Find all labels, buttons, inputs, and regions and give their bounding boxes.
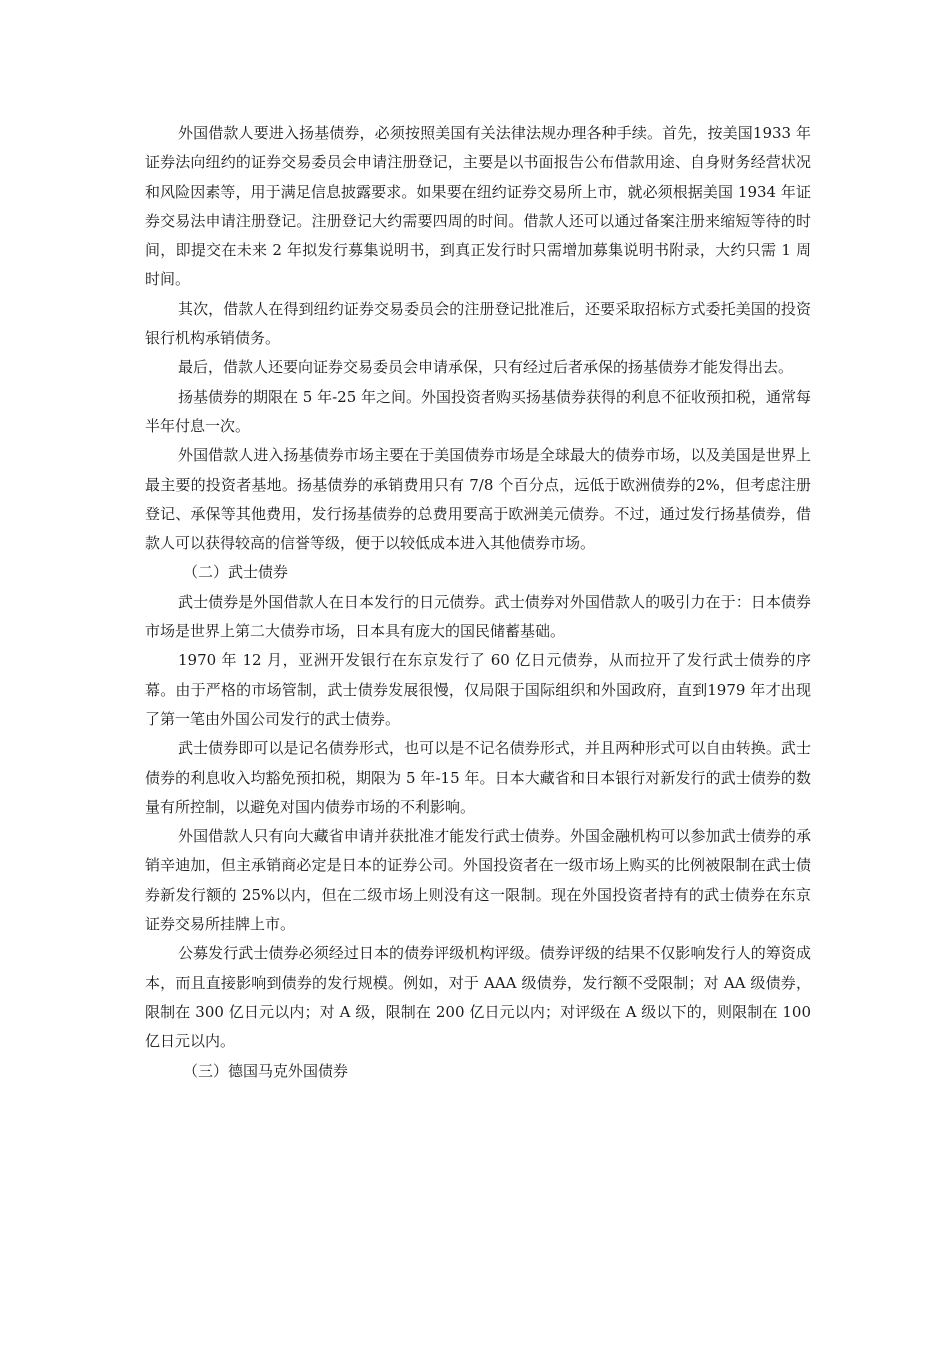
paragraph-samurai-issuance: 外国借款人只有向大藏省申请并获批准才能发行武士债券。外国金融机构可以参加武士债券的承销辛迪加，但主承销商必定是日本的证券公司。外国投资者在一级市场上购买的比例被限制在武士债券新发行额的 25%以内，但在二级市场上则没有这一限制。现在外国投资者持有的武士债券在东京证券交易所挂牌上市。 xyxy=(145,827,811,934)
paragraph-yankee-underwriting: 其次，借款人在得到纽约证券交易委员会的注册登记批准后，还要采取招标方式委托美国的投资银行机构承销债务。 xyxy=(145,299,811,348)
paragraph-samurai-definition: 武士债券是外国借款人在日本发行的日元债券。武士债券对外国借款人的吸引力在于：日本债券市场是世界上第二大债券市场，日本具有庞大的国民储蓄基础。 xyxy=(145,592,811,641)
paragraph-samurai-rating: 公募发行武士债券必须经过日本的债券评级机构评级。债券评级的结果不仅影响发行人的筹资成本，而且直接影响到债券的发行规模。例如，对于 AAA 级债券，发行额不受限制；对 AA 级债券，限制在 300 亿日元以内；对 A 级，限制在 200 亿日元以内；对评级在 A 级以下的，则限制在 100 亿日元以内。 xyxy=(145,944,811,1051)
document-body xyxy=(145,119,811,1086)
section-heading-dm-bonds: （三）德国马克外国债券 xyxy=(183,1061,349,1080)
paragraph-yankee-guarantee: 最后，借款人还要向证券交易委员会申请承保，只有经过后者承保的扬基债券才能发得出去。 xyxy=(178,358,794,377)
paragraph-samurai-history: 1970 年 12 月，亚洲开发银行在东京发行了 60 亿日元债券，从而拉开了发行武士债券的序幕。由于严格的市场管制，武士债券发展很慢，仅局限于国际组织和外国政府，直到1979 年才出现了第一笔由外国公司发行的武士债券。 xyxy=(145,651,811,728)
paragraph-yankee-registration: 外国借款人要进入扬基债券，必须按照美国有关法律法规办理各种手续。首先，按美国1933 年证券法向纽约的证券交易委员会申请注册登记，主要是以书面报告公布借款用途、自身财务经营状况和风险因素等，用于满足信息披露要求。如果要在纽约证券交易所上市，就必须根据美国 1934 年证券交易法申请注册登记。注册登记大约需要四周的时间。借款人还可以通过备案注册来缩短等待的时间，即提交在未来 2 年拟发行募集说明书，到真正发行时只需增加募集说明书附录，大约只需 1 周时间。 xyxy=(145,124,811,289)
paragraph-samurai-form: 武士债券即可以是记名债券形式，也可以是不记名债券形式，并且两种形式可以自由转换。武士债券的利息收入均豁免预扣税，期限为 5 年-15 年。日本大藏省和日本银行对新发行的武士债券的数量有所控制，以避免对国内债券市场的不利影响。 xyxy=(145,739,811,816)
section-heading-samurai: （二）武士债券 xyxy=(183,563,289,582)
paragraph-yankee-term: 扬基债券的期限在 5 年-25 年之间。外国投资者购买扬基债券获得的利息不征收预扣税，通常每半年付息一次。 xyxy=(145,387,812,435)
paragraph-yankee-market: 外国借款人进入扬基债券市场主要在于美国债券市场是全球最大的债券市场，以及美国是世界上最主要的投资者基地。扬基债券的承销费用只有 7/8 个百分点，远低于欧洲债券的2%，但考虑注册登记、承保等其他费用，发行扬基债券的总费用要高于欧洲美元债券。不过，通过发行扬基债券，借款人可以获得较高的信誉等级，便于以较低成本进入其他债券市场。 xyxy=(145,446,811,553)
